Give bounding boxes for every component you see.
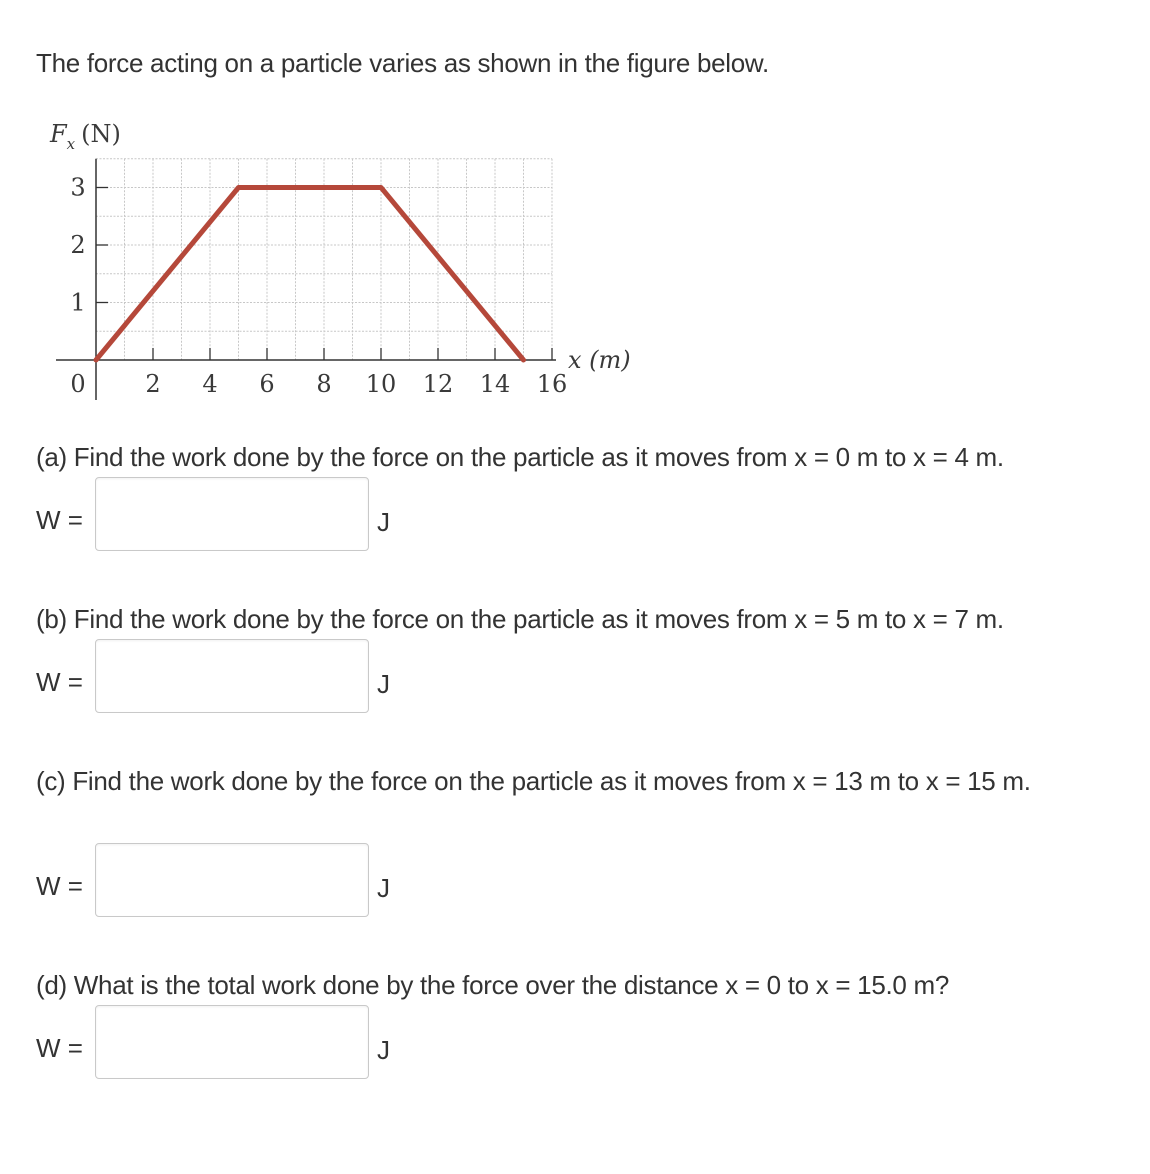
x-tick-label: 2 <box>145 370 161 398</box>
x-tick-label: 14 <box>479 370 511 398</box>
y-axis-unit: (N) <box>81 120 121 148</box>
force-graph <box>40 110 660 410</box>
answer-label-b: W = <box>36 667 83 697</box>
answer-input-c[interactable] <box>95 843 369 917</box>
y-axis-var: F <box>50 120 67 148</box>
x-tick-label: 12 <box>422 370 454 398</box>
unit-label-a: J <box>377 507 390 537</box>
question-d: (d) What is the total work done by the force over the distance x = 0 to x = 15.0 m? <box>36 970 950 1000</box>
y-axis-subscript: x <box>66 135 76 153</box>
answer-row-d <box>36 1005 436 1081</box>
question-a: (a) Find the work done by the force on the particle as it moves from x = 0 m to x = 4 m. <box>36 442 1004 472</box>
y-axis-label <box>49 120 121 153</box>
force-graph-svg <box>40 110 660 410</box>
x-tick-label: 16 <box>536 370 568 398</box>
question-c: (c) Find the work done by the force on the particle as it moves from x = 13 m to x = 15 m. <box>36 766 1031 796</box>
x-tick-label: 0 <box>70 370 86 398</box>
answer-input-b[interactable] <box>95 639 369 713</box>
x-tick-label: 8 <box>316 370 332 398</box>
answer-label-d: W = <box>36 1033 83 1063</box>
problem-intro: The force acting on a particle varies as shown in the figure below. <box>36 48 769 78</box>
answer-label-c: W = <box>36 871 83 901</box>
unit-label-d: J <box>377 1035 390 1065</box>
answer-input-a[interactable] <box>95 477 369 551</box>
unit-label-c: J <box>377 873 390 903</box>
y-tick-label: 1 <box>70 288 86 317</box>
x-tick-label: 4 <box>202 370 218 398</box>
x-tick-label: 10 <box>365 370 397 398</box>
unit-label-b: J <box>377 669 390 699</box>
chart-axes <box>56 159 556 400</box>
answer-row-a <box>36 477 436 553</box>
answer-row-c <box>36 843 436 919</box>
x-tick-label: 6 <box>259 370 275 398</box>
x-axis-label: x (m) <box>568 346 631 374</box>
y-tick-label: 3 <box>70 173 86 202</box>
question-b: (b) Find the work done by the force on the particle as it moves from x = 5 m to x = 7 m. <box>36 604 1004 634</box>
answer-label-a: W = <box>36 505 83 535</box>
answer-input-d[interactable] <box>95 1005 369 1079</box>
y-tick-label: 2 <box>70 231 86 259</box>
chart-ticks <box>70 174 567 399</box>
answer-row-b <box>36 639 436 715</box>
